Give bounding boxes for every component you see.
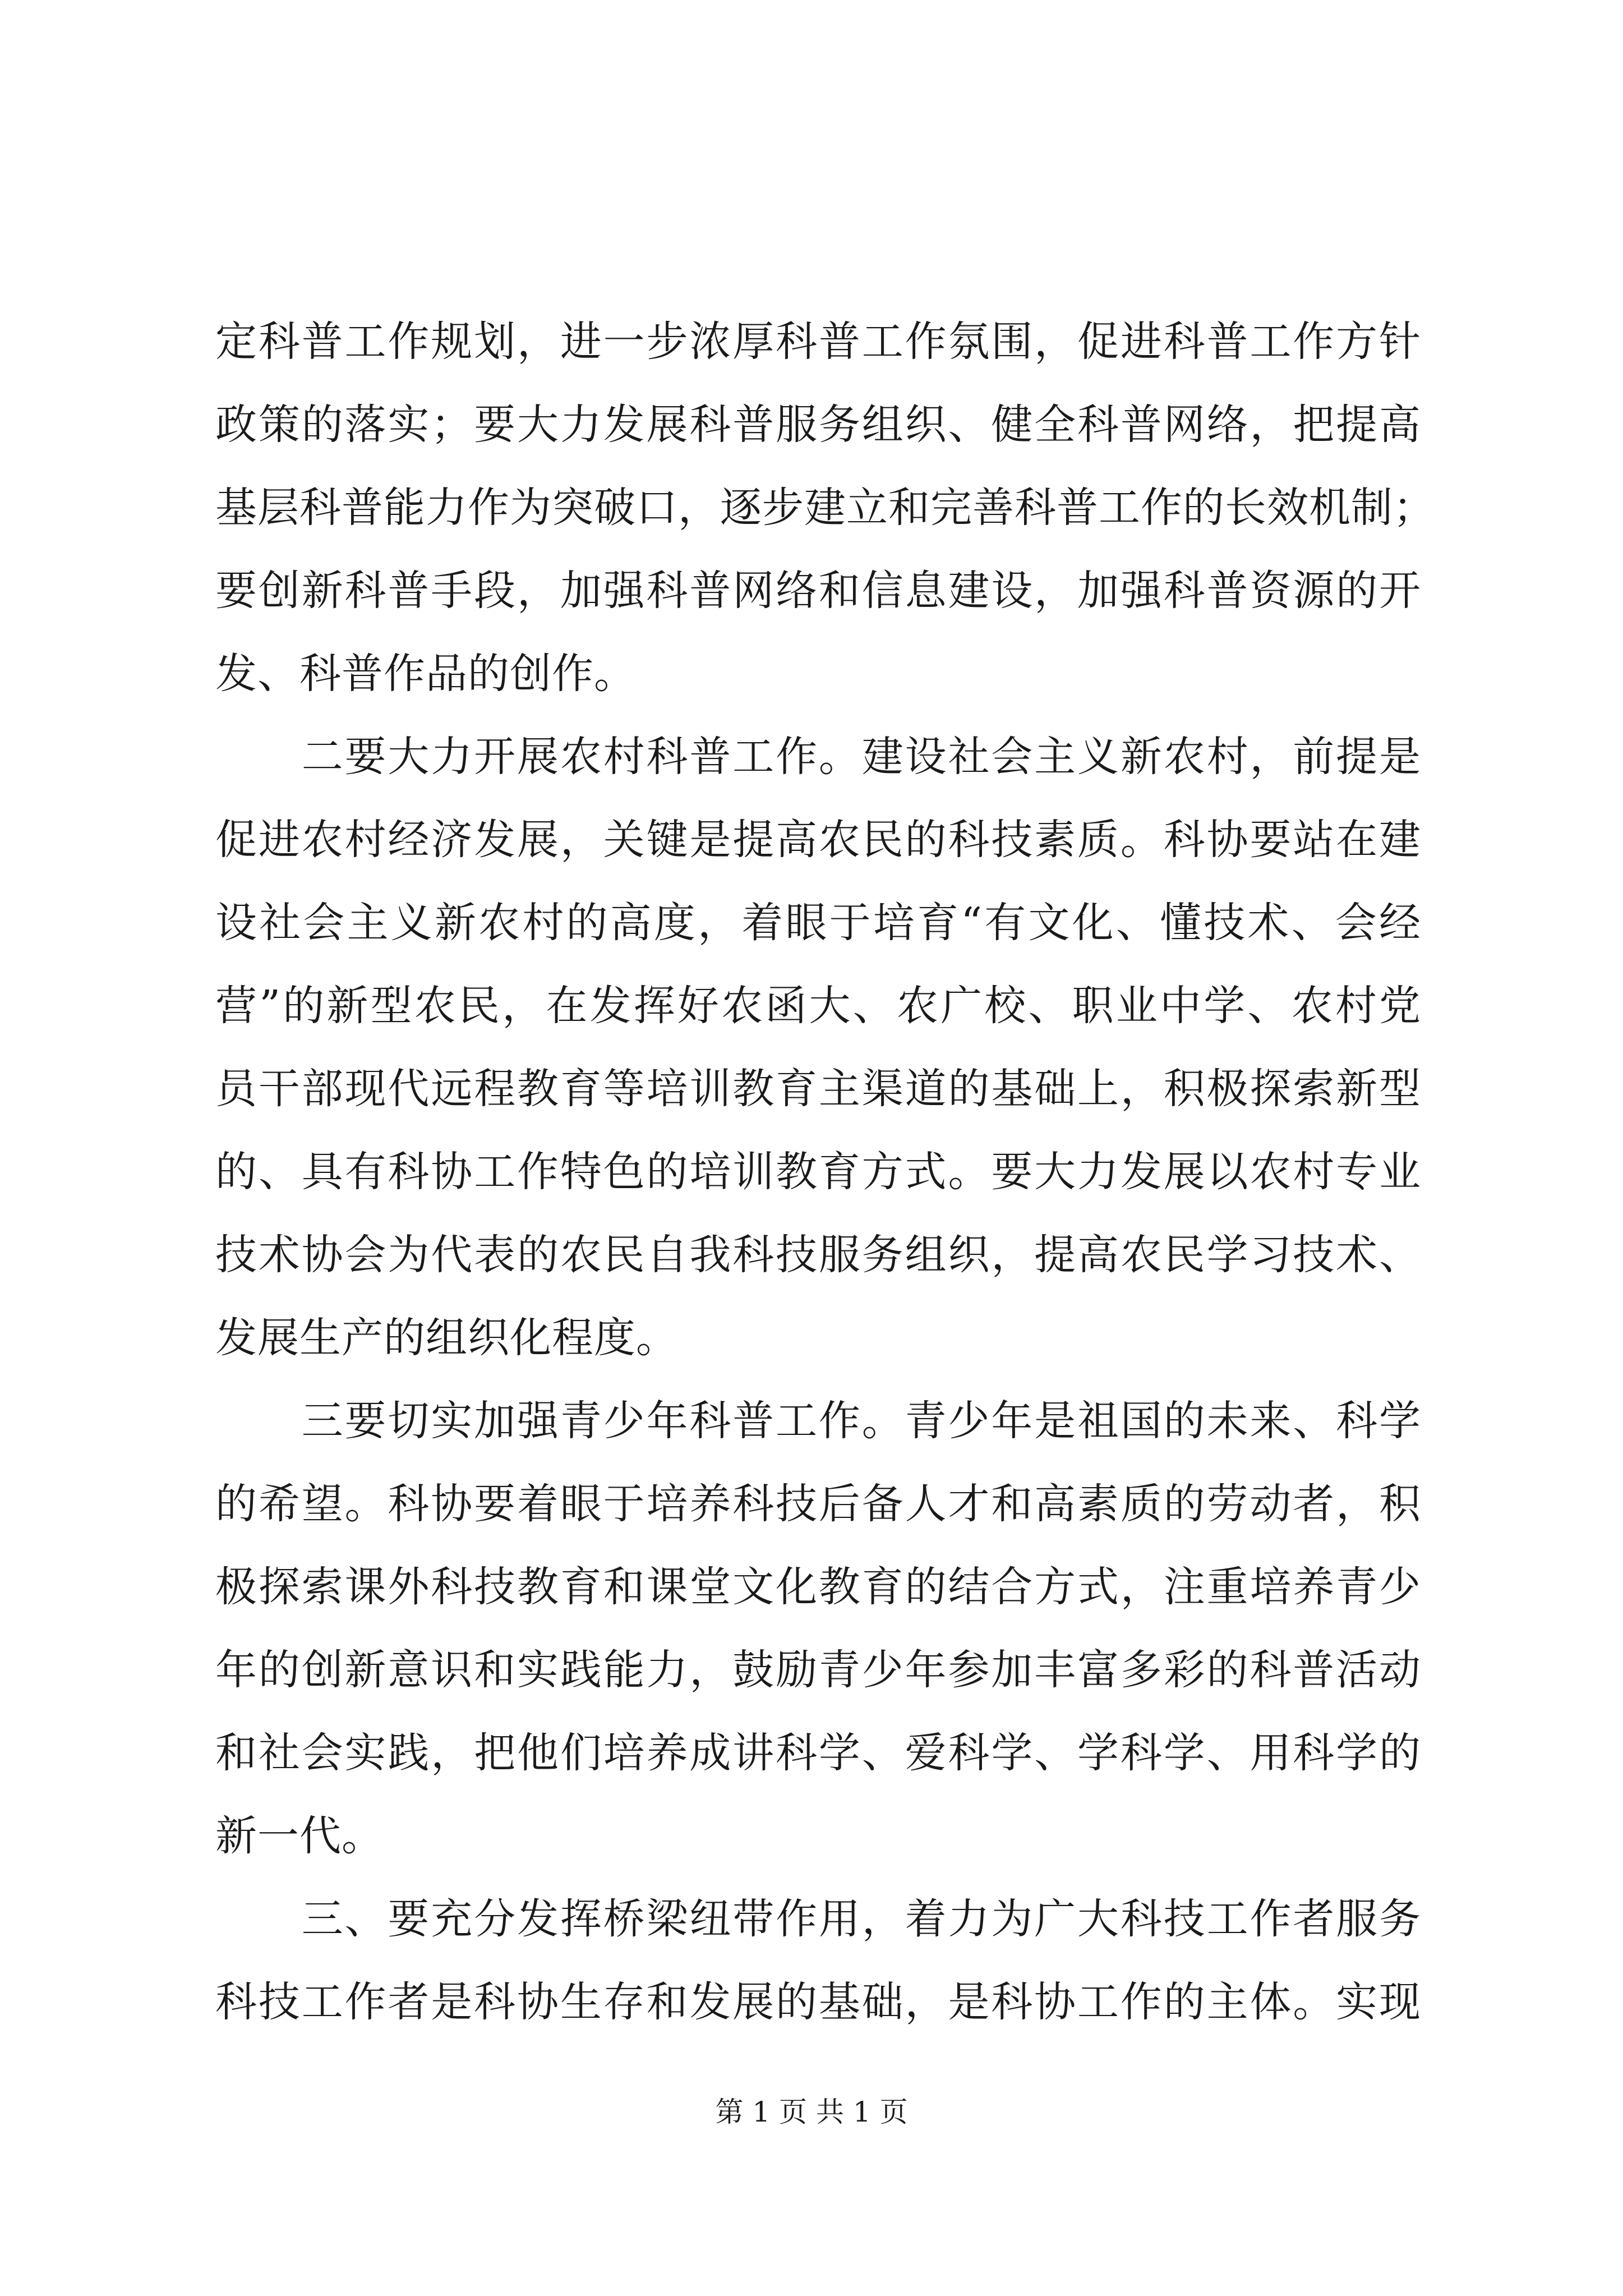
page-footer: 第 1 页 共 1 页 xyxy=(715,2096,908,2128)
text-line: 三要切实加强青少年科普工作。青少年是祖国的未来、科学 xyxy=(215,1397,1421,1445)
text-line: 三、要充分发挥桥梁纽带作用，着力为广大科技工作者服务 xyxy=(215,1895,1421,1943)
text-line: 定科普工作规划，进一步浓厚科普工作氛围，促进科普工作方针 xyxy=(215,318,1421,366)
text-line: 年的创新意识和实践能力，鼓励青少年参加丰富多彩的科普活动 xyxy=(215,1646,1421,1694)
text-line: 极探索课外科技教育和课堂文化教育的结合方式，注重培养青少 xyxy=(215,1563,1421,1611)
text-line: 的、具有科协工作特色的培训教育方式。要大力发展以农村专业 xyxy=(215,1148,1421,1196)
text-line: 和社会实践，把他们培养成讲科学、爱科学、学科学、用科学的 xyxy=(215,1729,1421,1777)
text-line: 设社会主义新农村的高度，着眼于培育“有文化、懂技术、会经 xyxy=(215,899,1421,947)
text-line: 发、科普作品的创作。 xyxy=(215,650,636,698)
text-line: 促进农村经济发展，关键是提高农民的科技素质。科协要站在建 xyxy=(215,816,1421,864)
text-line: 要创新科普手段，加强科普网络和信息建设，加强科普资源的开 xyxy=(215,567,1421,615)
text-line: 基层科普能力作为突破口，逐步建立和完善科普工作的长效机制； xyxy=(215,484,1435,532)
text-line: 二要大力开展农村科普工作。建设社会主义新农村，前提是 xyxy=(215,733,1421,781)
text-line: 员干部现代远程教育等培训教育主渠道的基础上，积极探索新型 xyxy=(215,1065,1421,1113)
text-line: 政策的落实；要大力发展科普服务组织、健全科普网络，把提高 xyxy=(215,401,1421,449)
text-line: 新一代。 xyxy=(215,1812,384,1860)
text-line: 科技工作者是科协生存和发展的基础，是科协工作的主体。实现 xyxy=(215,1978,1421,2026)
text-line: 技术协会为代表的农民自我科技服务组织，提高农民学习技术、 xyxy=(215,1231,1421,1279)
text-line: 营”的新型农民，在发挥好农函大、农广校、职业中学、农村党 xyxy=(215,982,1421,1030)
text-line: 发展生产的组织化程度。 xyxy=(215,1314,678,1362)
body-text xyxy=(215,300,1435,2044)
text-line: 的希望。科协要着眼于培养科技后备人才和高素质的劳动者，积 xyxy=(215,1480,1421,1528)
